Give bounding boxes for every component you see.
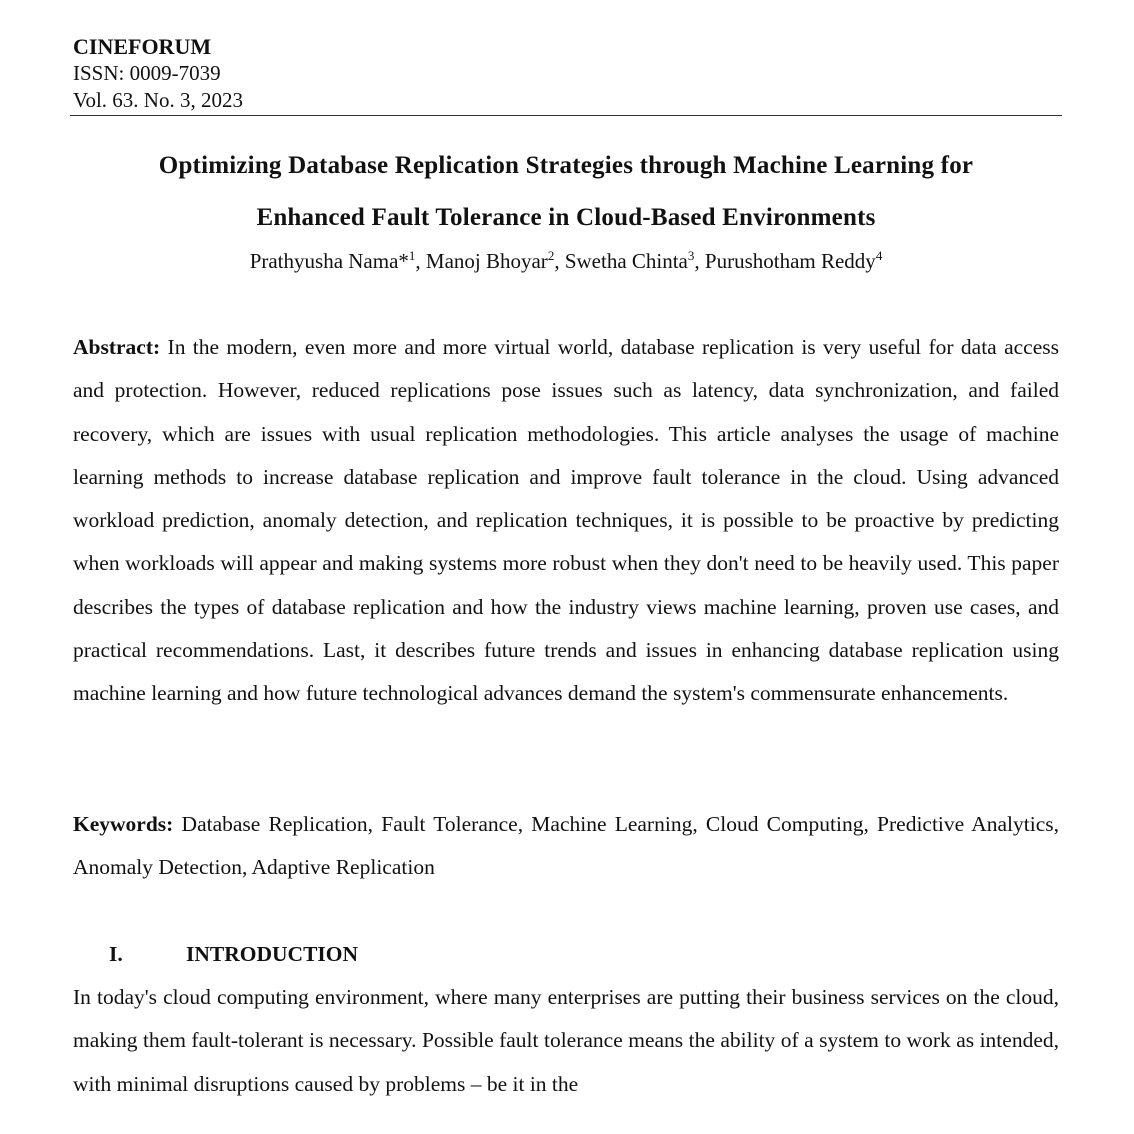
author-separator: , [554, 249, 565, 273]
journal-name: CINEFORUM [73, 34, 212, 59]
journal-header [73, 33, 243, 114]
title-line-2: Enhanced Fault Tolerance in Cloud-Based Environments [256, 204, 876, 231]
author-affiliation: 1 [408, 248, 416, 263]
author-affiliation: 2 [547, 248, 555, 263]
keywords-paragraph [73, 803, 1059, 890]
section-number: I. [109, 942, 123, 966]
header-divider [70, 115, 1062, 116]
author-separator: , [694, 249, 705, 273]
journal-volume: Vol. 63. No. 3, 2023 [73, 88, 243, 112]
author-mark: * [398, 249, 409, 273]
title-line-1: Optimizing Database Replication Strategies through Machine Learning for [158, 152, 974, 179]
author-separator: , [415, 249, 426, 273]
section-title: INTRODUCTION [186, 942, 359, 966]
keywords-label: Keywords: [73, 812, 174, 836]
abstract-paragraph [73, 326, 1059, 716]
journal-issn: ISSN: 0009-7039 [73, 61, 221, 85]
introduction-paragraph: In today's cloud computing environment, where many enterprises are putting their business services on the cloud, making them fault-tolerant is necessary. Possible fault tolerance means the ability of a system to work as intended, with minimal disruptions caused by problems – be it in the [73, 985, 1059, 1096]
author-name: Prathyusha Nama [249, 249, 399, 273]
section-heading-introduction [109, 938, 358, 970]
author-name: Purushotham Reddy [704, 249, 876, 273]
author-name: Swetha Chinta [564, 249, 688, 273]
author-list [73, 246, 1059, 276]
author-affiliation: 3 [687, 248, 695, 263]
author-name: Manoj Bhoyar [425, 249, 548, 273]
abstract-label: Abstract: [73, 335, 161, 359]
keywords-text: Database Replication, Fault Tolerance, Machine Learning, Cloud Computing, Predictive Analytics, Anomaly Detection, Adaptive Replication [73, 812, 1059, 880]
abstract-text: In the modern, even more and more virtual world, database replication is very useful for data access and protection. However, reduced replications pose issues such as latency, data synchronization, and failed recovery, which are issues with usual replication methodologies. This article analyses the usage of machine learning methods to increase database replication and improve fault tolerance in the cloud. Using advanced workload prediction, anomaly detection, and replication techniques, it is possible to be proactive by predicting when workloads will appear and making systems more robust when they don't need to be heavily used. This paper describes the types of database replication and how the industry views machine learning, proven use cases, and practical recommendations. Last, it describes future trends and issues in enhancing database replication using machine learning and how future technological advances demand the system's commensurate enhancements. [73, 335, 1059, 706]
author-affiliation: 4 [875, 248, 883, 263]
paper-title [73, 140, 1059, 244]
